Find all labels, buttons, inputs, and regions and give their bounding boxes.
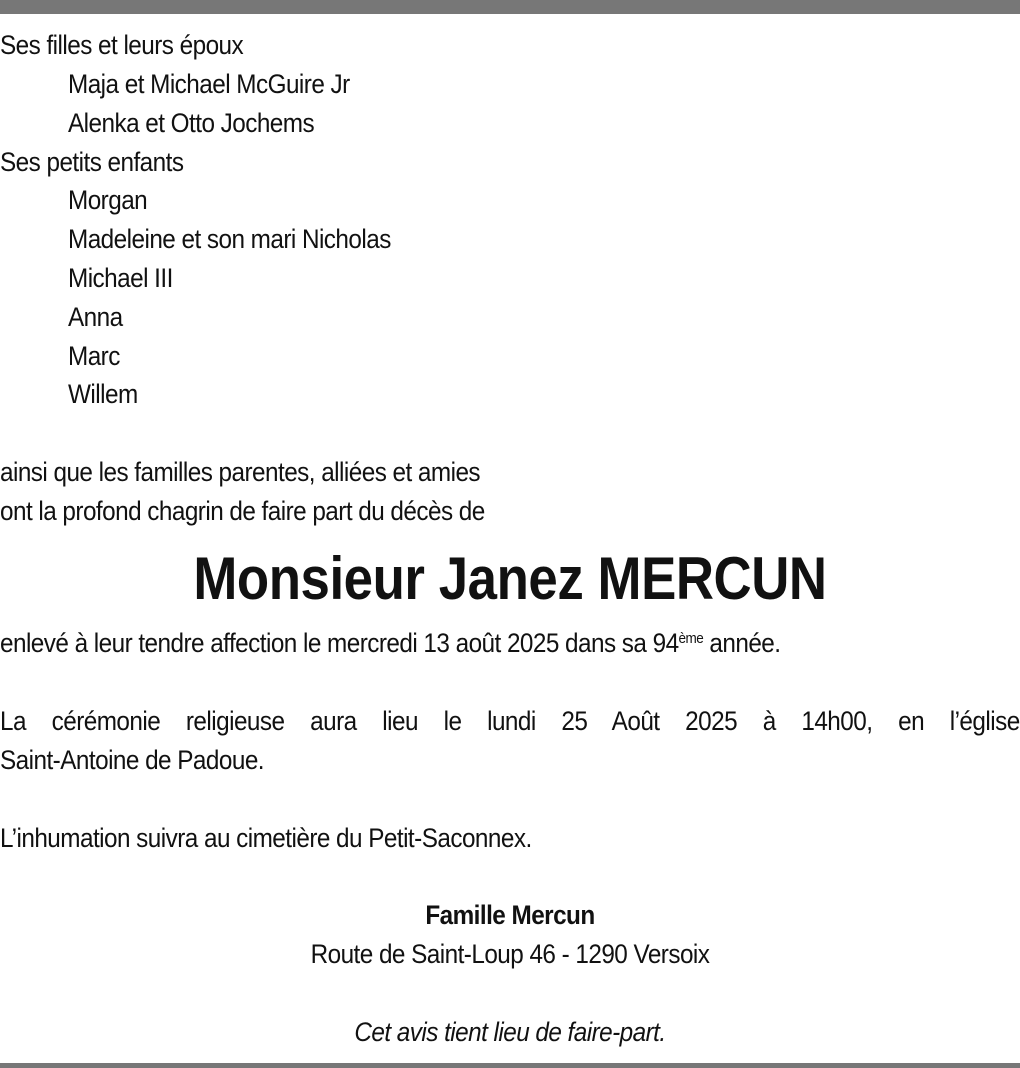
grandchild-entry: Morgan	[68, 185, 148, 215]
deceased-name: Monsieur Janez MERCUN	[193, 545, 827, 612]
grandchild-entry: Madeleine et son mari Nicholas	[68, 224, 391, 254]
daughter-entry: Maja et Michael McGuire Jr	[68, 69, 350, 99]
grandchild-entry: Michael III	[68, 263, 173, 293]
grandchild-entry: Willem	[68, 379, 138, 409]
ceremony-line: La cérémonie religieuse aura lieu le lundi 25 Août 2025 à 14h00, en l’église	[0, 706, 1020, 736]
grandchild-entry: Marc	[68, 341, 120, 371]
daughters-heading: Ses filles et leurs époux	[0, 30, 244, 60]
death-announcement	[0, 628, 780, 658]
daughter-entry: Alenka et Otto Jochems	[68, 108, 315, 138]
grandchildren-heading: Ses petits enfants	[0, 147, 184, 177]
families-line: ainsi que les familles parentes, alliées et amies	[0, 457, 481, 487]
death-text: enlevé à leur tendre affection le mercredi 13 août 2025 dans sa 94	[0, 628, 679, 658]
death-text-end: année.	[703, 628, 781, 658]
ordinal-superscript: ème	[678, 630, 704, 647]
ceremony-location: Saint-Antoine de Padoue.	[0, 745, 265, 775]
grandchild-entry: Anna	[68, 302, 123, 332]
top-rule	[0, 0, 1020, 14]
signature-family: Famille Mercun	[425, 900, 595, 930]
signature-address: Route de Saint-Loup 46 - 1290 Versoix	[310, 939, 710, 969]
grief-line: ont la profond chagrin de faire part du décès de	[0, 496, 485, 526]
burial-line: L’inhumation suivra au cimetière du Petit-Saconnex.	[0, 823, 532, 853]
bottom-rule	[0, 1063, 1020, 1068]
closing-note: Cet avis tient lieu de faire-part.	[354, 1017, 666, 1047]
